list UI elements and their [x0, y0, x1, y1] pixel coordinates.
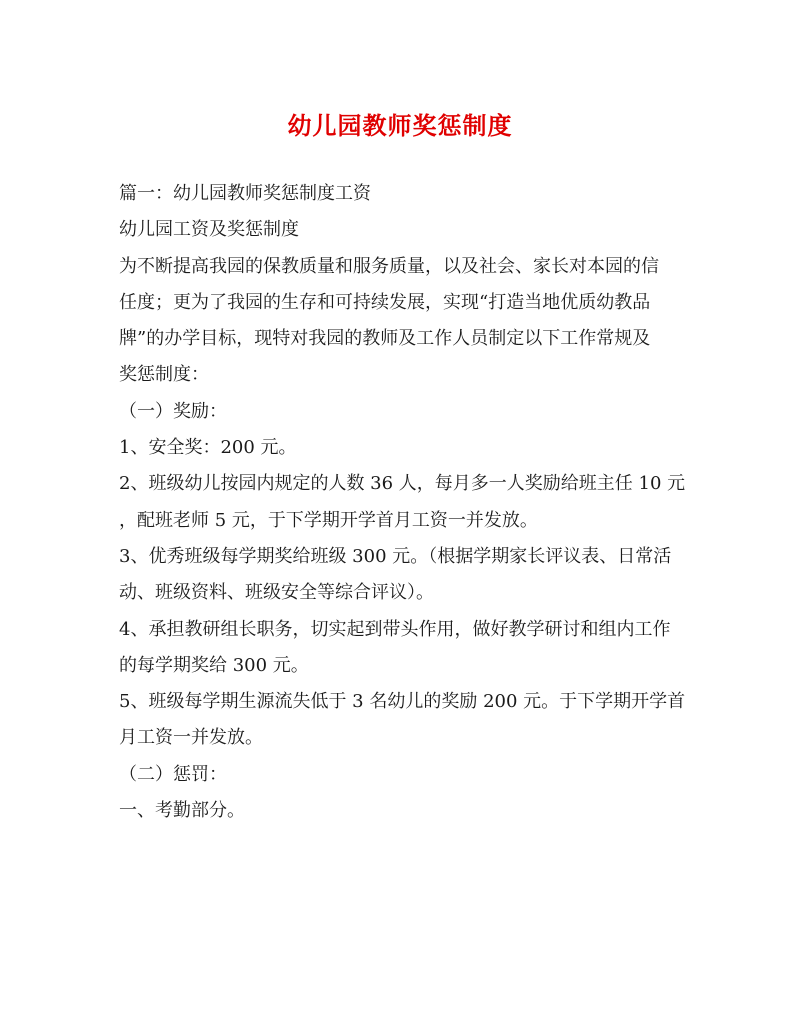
document-body: [119, 176, 689, 829]
text-line-rewards-heading: （一）奖励：: [119, 400, 227, 422]
text-line-intro-2: 任度；更为了我园的生存和可持续发展，实现“打造当地优质幼教品: [119, 291, 651, 313]
text-line-intro-3: 牌”的办学目标，现特对我园的教师及工作人员制定以下工作常规及: [119, 328, 651, 350]
text-line-reward-2a: 2、班级幼儿按园内规定的人数 36 人，每月多一人奖励给班主任 10 元: [119, 473, 686, 495]
text-line-attendance: 一、考勤部分。: [119, 800, 245, 822]
text-line-reward-4a: 4、承担教研组长职务，切实起到带头作用，做好教学研讨和组内工作: [119, 618, 671, 640]
text-line-reward-5a: 5、班级每学期生源流失低于 3 名幼儿的奖励 200 元。于下学期开学首: [119, 691, 686, 713]
text-line-reward-3b: 动、班级资料、班级安全等综合评议）。: [119, 582, 434, 604]
document-title: 幼儿园教师奖惩制度: [287, 111, 513, 140]
text-line-section-heading: 篇一：幼儿园教师奖惩制度工资: [119, 183, 371, 204]
text-line-intro-4: 奖惩制度：: [119, 364, 209, 386]
text-line-reward-4b: 的每学期奖给 300 元。: [119, 654, 309, 676]
text-line-intro-1: 为不断提高我园的保教质量和服务质量，以及社会、家长对本园的信: [119, 255, 659, 277]
text-line-reward-5b: 月工资一并发放。: [119, 727, 263, 749]
text-line-subheading: 幼儿园工资及奖惩制度: [119, 219, 299, 241]
text-line-reward-3a: 3、优秀班级每学期奖给班级 300 元。（根据学期家长评议表、日常活: [119, 545, 672, 567]
text-line-reward-1: 1、安全奖：200 元。: [119, 437, 297, 459]
text-line-penalties-heading: （二）惩罚：: [119, 763, 227, 785]
text-line-reward-2b: ，配班老师 5 元，于下学期开学首月工资一并发放。: [119, 509, 538, 531]
